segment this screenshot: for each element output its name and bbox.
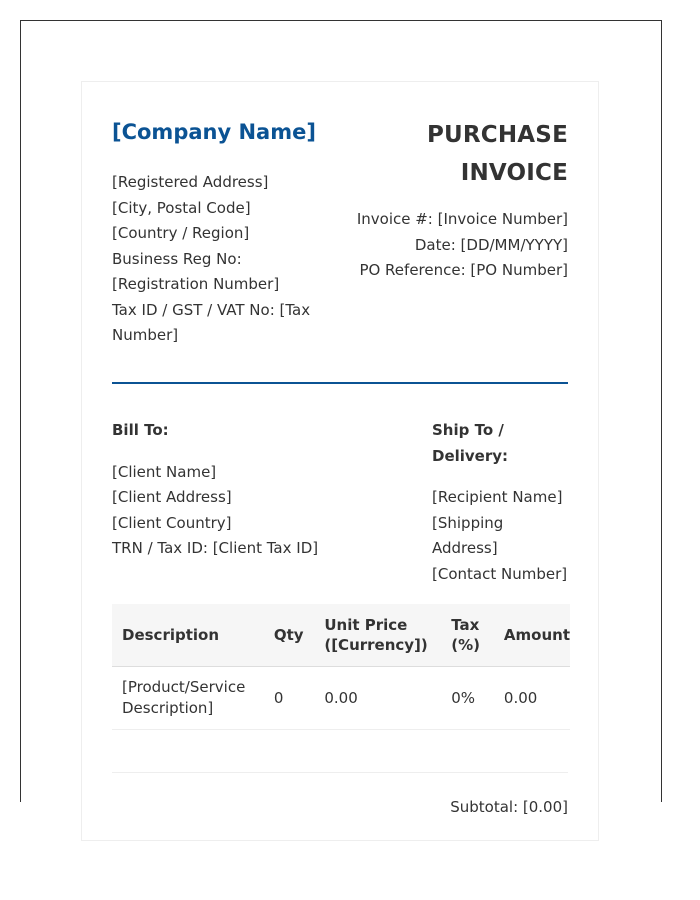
cell-qty: 0: [264, 667, 315, 730]
header-tax: Tax (%): [441, 604, 494, 667]
company-country: [Country / Region]: [112, 224, 250, 242]
cell-description: [Product/Service Description]: [112, 667, 264, 730]
cell-tax: 0%: [441, 667, 494, 730]
header-unit-price: Unit Price ([Currency]): [314, 604, 441, 667]
header-qty: Qty: [264, 604, 315, 667]
header-amount: Amount: [494, 604, 570, 667]
bill-to-client-address: [Client Address]: [112, 488, 232, 506]
company-address: [Registered Address]: [112, 173, 269, 191]
page-frame: [20, 20, 662, 816]
bill-to-heading: Bill To:: [112, 421, 169, 439]
subtotal: Subtotal: [0.00]: [450, 798, 568, 816]
cell-amount: 0.00: [494, 667, 570, 730]
header-divider: [112, 382, 568, 384]
company-city: [City, Postal Code]: [112, 198, 251, 217]
cell-unit-price: 0.00: [314, 667, 441, 730]
items-table-header-row: [112, 604, 570, 667]
invoice-sheet: [81, 81, 599, 841]
table-row: [112, 667, 570, 730]
company-details: [112, 170, 342, 349]
invoice-po-reference: PO Reference: [PO Number]: [359, 261, 568, 279]
invoice-title-line2: INVOICE: [460, 160, 568, 186]
bill-to-section: [112, 418, 318, 562]
bill-to-client-tax-id: TRN / Tax ID: [Client Tax ID]: [112, 539, 319, 557]
ship-to-section: [432, 418, 568, 587]
header-description: Description: [112, 604, 264, 667]
company-business-reg: Business Reg No: [Registration Number]: [112, 249, 280, 293]
invoice-date: Date: [DD/MM/YYYY]: [414, 235, 568, 254]
ship-to-recipient: [Recipient Name]: [432, 488, 563, 506]
bill-to-client-country: [Client Country]: [112, 513, 232, 532]
totals-divider: [112, 772, 568, 773]
invoice-title: [427, 116, 568, 192]
ship-to-address: [Shipping Address]: [432, 513, 504, 557]
invoice-number: Invoice #: [Invoice Number]: [356, 210, 568, 228]
company-tax-id: Tax ID / GST / VAT No: [Tax Number]: [112, 300, 311, 344]
ship-to-contact: [Contact Number]: [432, 564, 568, 583]
ship-to-heading: Ship To / Delivery:: [432, 421, 509, 465]
bill-to-client-name: [Client Name]: [112, 462, 217, 481]
items-table: [112, 604, 570, 730]
company-name: [Company Name]: [112, 120, 316, 144]
invoice-title-line1: PURCHASE: [426, 122, 568, 148]
invoice-meta: [357, 207, 568, 284]
